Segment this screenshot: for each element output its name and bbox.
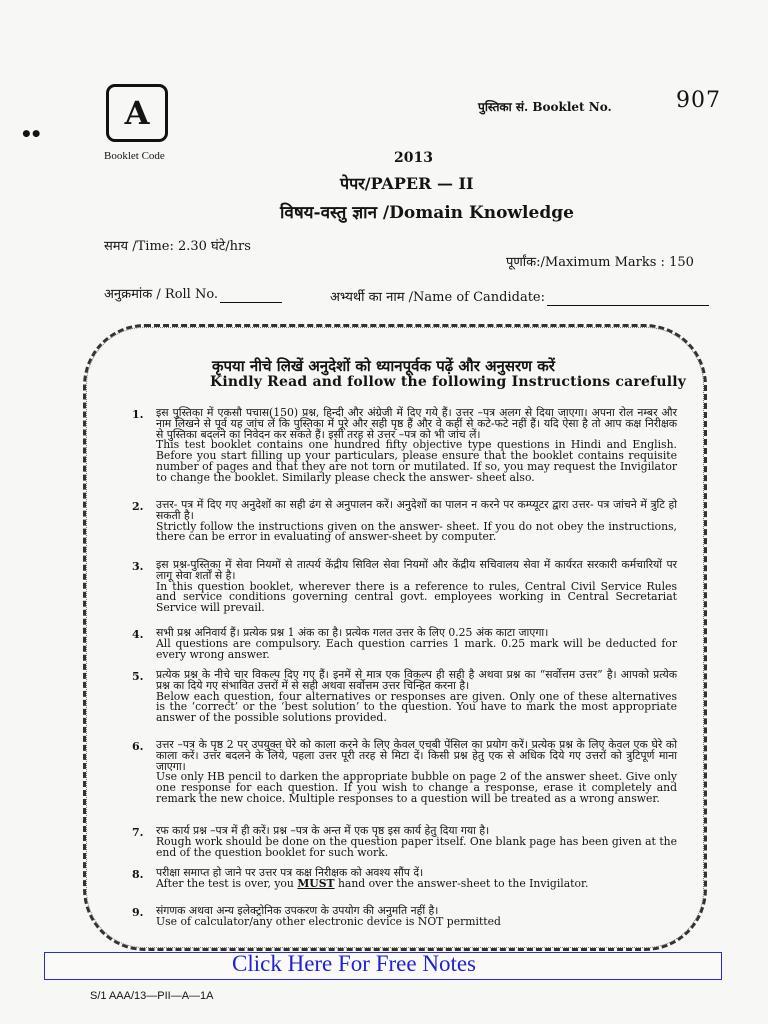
booklet-code-box <box>106 84 168 142</box>
instruction-number: 6. <box>132 740 144 753</box>
instruction-item-9 <box>132 906 677 928</box>
instruction-english: Strictly follow the instructions given on the answer- sheet. If you do not obey the instructions, there can be error in evaluating of answer-sheet by computer. <box>156 519 677 544</box>
footer-code: S/1 AAA/13—PII—A—1A <box>90 990 214 1002</box>
instruction-hindi: इस प्रश्न-पुस्तिका में सेवा नियमों से तात्पर्य केंद्रीय सिविल सेवा नियमों और केंद्रीय सचिवालय सेवा में कार्यरत सरकारी कर्मचारियों पर लागू सेवा शर्तों से है। <box>156 558 677 582</box>
booklet-no-label: पुस्तिका सं. Booklet No. <box>478 100 612 114</box>
instruction-english-emphasis: MUST <box>297 876 335 890</box>
instruction-number: 2. <box>132 500 144 513</box>
instruction-english: Use of calculator/any other electronic device is NOT permitted <box>156 914 501 928</box>
booklet-code-letter: A <box>124 94 150 132</box>
instruction-english: In this question booklet, wherever there is a reference to rules, Central Civil Service Rules and service conditions governing central govt. employees working in Central Secretariat Service will prevail. <box>156 579 677 615</box>
roll-no-field <box>104 284 282 303</box>
free-notes-link[interactable]: Click Here For Free Notes <box>232 951 476 976</box>
instruction-item-2 <box>132 500 677 543</box>
instruction-number: 7. <box>132 826 144 839</box>
instruction-number: 3. <box>132 560 144 573</box>
instruction-number: 5. <box>132 670 144 683</box>
instruction-english: Rough work should be done on the question paper itself. One blank page has been given at the end of the question booklet for such work. <box>156 834 677 859</box>
instruction-item-4 <box>132 628 677 660</box>
max-marks-label: पूर्णांक:/Maximum Marks : 150 <box>506 255 694 270</box>
roll-no-label: अनुक्रमांक / Roll No. <box>104 287 219 302</box>
instruction-hindi: इस पुस्तिका में एकसौ पचास(150) प्रश्न, हिन्दी और अंग्रेजी में दिए गये हैं। उत्तर –पत्र अलग से दिया जाएगा। अपना रोल नम्बर और नाम लिखने से पूर्व यह जांच लें कि पुस्तिका में पूरे और सही पृष्ठ हैं और वे कहीं से कटे-फटे नहीं हैं। यदि ऐसा है तो आप कक्ष निरीक्षक से पुस्तिका बदलने का निवेदन कर सकते हैं। इसी तरह से उत्तर –पत्र को भी जांच लें। <box>156 406 678 441</box>
subject-title: विषय-वस्तु ज्ञान /Domain Knowledge <box>280 203 574 223</box>
instruction-number: 4. <box>132 628 144 641</box>
instruction-hindi: संगणक अथवा अन्य इलेक्ट्रोनिक उपकरण के उपयोग की अनुमति नहीं है। <box>156 904 439 917</box>
exam-year: 2013 <box>394 150 433 166</box>
instruction-hindi: उत्तर –पत्र के पृष्ठ 2 पर उपयुक्त घेरे को काला करने के लिए केवल एचबी पेंसिल का प्रयोग करें। प्रत्येक प्रश्न के लिए केवल एक घेरे को काला करें। उत्तर बदलने के लिये, पहला उत्तर पूरी तरह से मिटा दें। किसी प्रश्न हेतु एक से अधिक दिये गए उत्तरों को त्रुटिपूर्ण माना जाएगा। <box>156 738 677 773</box>
instruction-item-3 <box>132 560 677 614</box>
instruction-hindi: प्रत्येक प्रश्न के नीचे चार विकल्प दिए गए हैं। इनमें से मात्र एक विकल्प ही सही है अथवा प्रश्न का “सर्वोत्तम उत्तर” है। आपको प्रत्येक प्रश्न का दिये गए संभावित उत्तरों में से सही अथवा सर्वोत्तम उत्तर चिन्हित करना है। <box>156 668 677 692</box>
instruction-number: 8. <box>132 868 144 881</box>
instruction-number: 1. <box>132 408 144 421</box>
instruction-item-1 <box>132 408 677 484</box>
paper-title: पेपर/PAPER — II <box>340 174 474 193</box>
instruction-item-7 <box>132 826 677 858</box>
roll-no-blank <box>220 287 282 303</box>
instruction-item-8 <box>132 868 677 890</box>
time-label: समय /Time: 2.30 घंटे/hrs <box>104 239 251 254</box>
instruction-hindi: रफ कार्य प्रश्न –पत्र में ही करें। प्रश्न –पत्र के अन्त में एक पृष्ठ इस कार्य हेतु दिया गया है। <box>156 824 490 837</box>
instructions-heading-english: Kindly Read and follow the following Instructions carefully <box>210 374 687 390</box>
instruction-item-5 <box>132 670 677 724</box>
instructions-heading-hindi: कृपया नीचे लिखें अनुदेशों को ध्यानपूर्वक पढ़ें और अनुसरण करें <box>212 357 555 375</box>
instruction-english: All questions are compulsory. Each question carries 1 mark. 0.25 mark will be deducted for every wrong answer. <box>156 636 677 661</box>
instruction-hindi: परीक्षा समाप्त हो जाने पर उत्तर पत्र कक्ष निरीक्षक को अवश्य सौंप दें। <box>156 866 424 879</box>
candidate-name-blank <box>547 290 709 306</box>
instruction-english: This test booklet contains one hundred fifty objective type questions in Hindi and English. Before you start filling up your particulars, please ensure that the booklet contains requisite number of pages and that they are not torn or mutilated. If so, you may request the Invigilator to change the booklet. Similarly please check the answer- sheet also. <box>156 438 677 484</box>
instruction-hindi: सभी प्रश्न अनिवार्य हैं। प्रत्येक प्रश्न 1 अंक का है। प्रत्येक गलत उत्तर के लिए 0.25 अंक काटा जाएगा। <box>156 626 549 639</box>
booklet-no-value: 907 <box>676 88 721 113</box>
instruction-english-part2: hand over the answer-sheet to the Invigilator. <box>334 876 589 890</box>
instruction-english-part1: After the test is over, you <box>156 876 298 890</box>
instruction-hindi: उत्तर- पत्र में दिए गए अनुदेशों का सही ढंग से अनुपालन करें। अनुदेशों का पालन न करने पर कम्प्यूटर द्वारा उत्तर- पत्र जांचने में त्रुटि हो सकती है। <box>156 498 677 522</box>
instruction-number: 9. <box>132 906 144 919</box>
candidate-name-field <box>330 287 709 306</box>
instruction-english <box>156 876 677 890</box>
booklet-code-label: Booklet Code <box>104 150 165 162</box>
side-mark: •• <box>20 122 40 146</box>
instruction-english: Use only HB pencil to darken the appropriate bubble on page 2 of the answer sheet. Give only one response for each question. If you wish to change a response, erase it completely and remark the new choice. Multiple responses to a question will be treated as a wrong answer. <box>156 770 677 805</box>
instruction-english: Below each question, four alternatives or responses are given. Only one of these alternatives is the ‘correct’ or the ‘best solution’ to the question. You have to mark the most appropriate answer of the possible solutions provided. <box>156 689 677 725</box>
instruction-item-6 <box>132 740 677 805</box>
candidate-name-label: अभ्यर्थी का नाम /Name of Candidate: <box>330 290 546 305</box>
